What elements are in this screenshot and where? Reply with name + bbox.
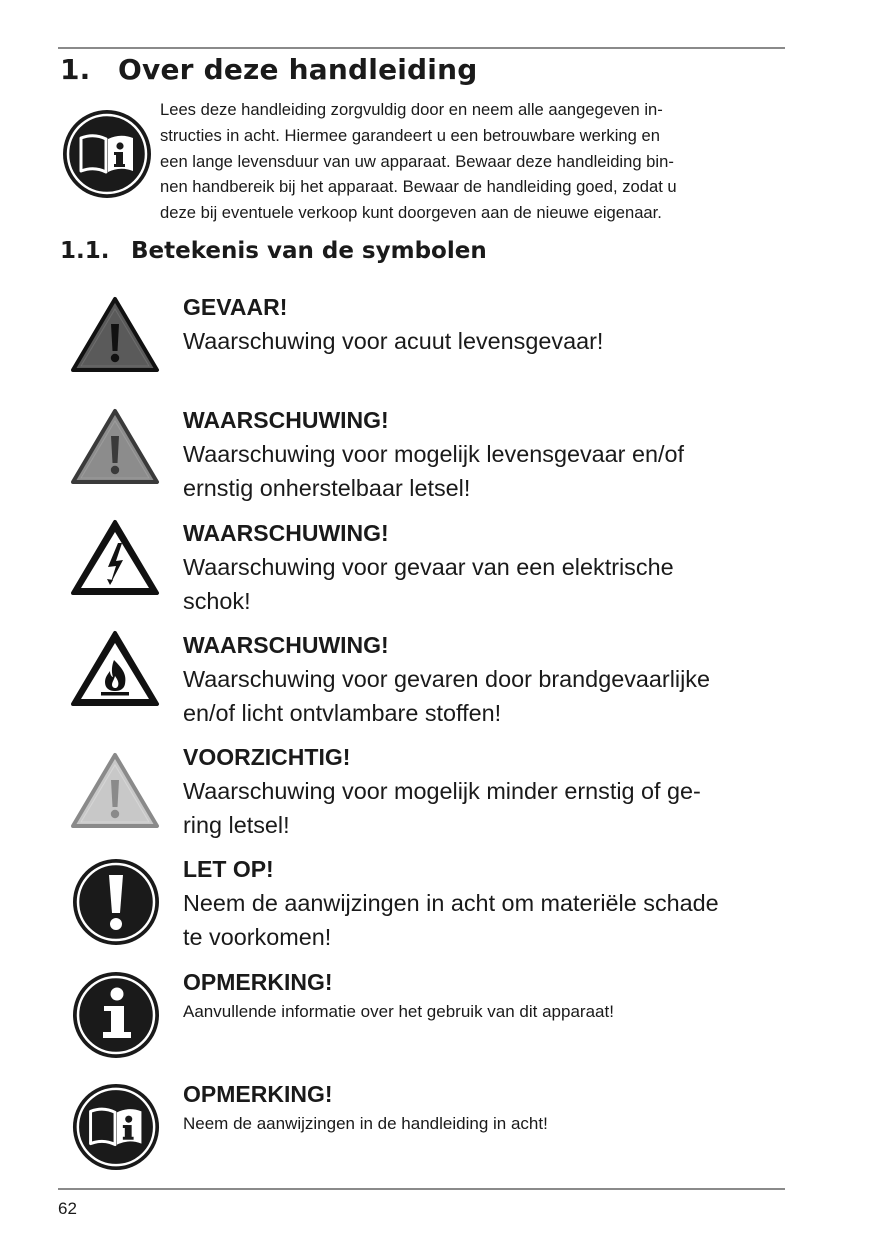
info-circle-icon xyxy=(71,970,161,1060)
flammable-icon xyxy=(70,630,160,708)
symbol-entry-warning xyxy=(183,403,783,505)
symbol-title: VOORZICHTIG! xyxy=(183,744,351,770)
intro-line: Lees deze handleiding zorgvuldig door en neem alle aangegeven in- xyxy=(160,100,663,119)
symbol-title: WAARSCHUWING! xyxy=(183,520,389,546)
symbol-entry-manual xyxy=(183,1077,783,1137)
top-rule xyxy=(58,47,785,49)
symbol-title: LET OP! xyxy=(183,856,274,882)
page-title xyxy=(60,53,477,86)
symbol-entry-danger xyxy=(183,290,783,358)
section-title: Over deze handleiding xyxy=(118,53,478,86)
subsection-title xyxy=(60,238,487,264)
subsection-number: 1.1. xyxy=(60,238,110,264)
symbol-description: Aanvullende informatie over het gebruik van dit apparaat! xyxy=(183,1002,614,1021)
symbol-title: WAARSCHUWING! xyxy=(183,407,389,433)
symbol-entry-flammable xyxy=(183,628,783,730)
symbol-description: Waarschuwing voor mogelijk minder ernstig of ge- xyxy=(183,778,701,804)
intro-line: een lange levensduur van uw apparaat. Bewaar deze handleiding bin- xyxy=(160,151,674,171)
symbol-description: ernstig onherstelbaar letsel! xyxy=(183,475,471,501)
symbol-description: schok! xyxy=(183,588,251,614)
page-number: 62 xyxy=(58,1199,77,1218)
symbol-description: Waarschuwing voor mogelijk levensgevaar en/of xyxy=(183,441,684,467)
symbol-description: Neem de aanwijzingen in de handleiding in acht! xyxy=(183,1114,548,1133)
symbol-entry-caution xyxy=(183,740,783,842)
symbol-entry-electric xyxy=(183,516,783,618)
symbol-description: Waarschuwing voor acuut levensgevaar! xyxy=(183,328,604,354)
symbol-description: Waarschuwing voor gevaren door brandgevaarlijke xyxy=(183,666,711,692)
symbol-title: GEVAAR! xyxy=(183,294,288,320)
symbol-entry-attention xyxy=(183,852,783,954)
manual-info-icon xyxy=(71,1082,161,1172)
intro-line: structies in acht. Hiermee garandeert u een betrouwbare werking en xyxy=(160,125,660,145)
intro-line: nen handbereik bij het apparaat. Bewaar de handleiding goed, zodat u xyxy=(160,177,677,197)
manual-info-icon xyxy=(61,108,153,200)
symbol-title: OPMERKING! xyxy=(183,1081,333,1107)
symbol-description: te voorkomen! xyxy=(183,924,332,950)
electric-shock-icon xyxy=(70,519,160,597)
intro-paragraph xyxy=(160,97,790,226)
section-number: 1. xyxy=(60,53,91,86)
symbol-description: Neem de aanwijzingen in acht om materiële schade xyxy=(183,890,719,916)
danger-triangle-icon xyxy=(70,296,160,374)
symbol-description: en/of licht ontvlambare stoffen! xyxy=(183,700,502,726)
intro-line: deze bij eventuele verkoop kunt doorgeven aan de nieuwe eigenaar. xyxy=(160,203,662,223)
symbol-description: Waarschuwing voor gevaar van een elektrische xyxy=(183,554,674,580)
subsection-title-text: Betekenis van de symbolen xyxy=(131,238,487,264)
caution-triangle-icon xyxy=(70,752,160,830)
bottom-rule xyxy=(58,1188,785,1190)
symbol-description: ring letsel! xyxy=(183,812,290,838)
symbol-title: OPMERKING! xyxy=(183,969,333,995)
warning-triangle-icon xyxy=(70,408,160,486)
symbol-title: WAARSCHUWING! xyxy=(183,632,389,658)
attention-circle-icon xyxy=(71,857,161,947)
symbol-entry-info xyxy=(183,965,783,1025)
